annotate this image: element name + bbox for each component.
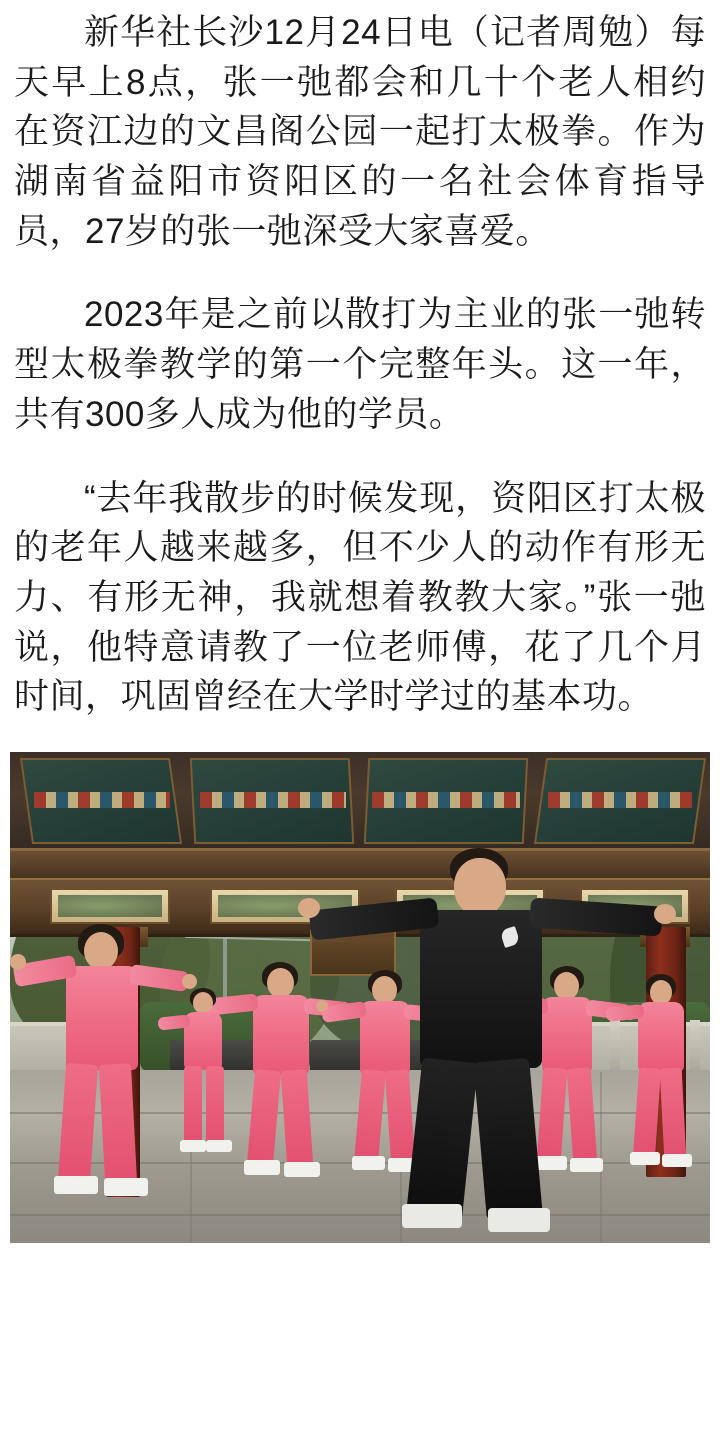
leg-right [206,1066,224,1144]
lintel-painting [50,888,170,924]
head [372,976,397,1004]
shoe-left [352,1156,385,1170]
shoe-left [54,1176,98,1194]
leg-left [184,1066,202,1144]
article-paragraph-3: “去年我散步的时候发现，资阳区打太极的老年人越来越多，但不少人的动作有形无力、有形无神，我就想着教教大家。”张一弛说，他特意请教了一位老师傅，花了几个月时间，巩固曾经在大学时学过的基本功。 [14,478,706,717]
head [554,972,579,1000]
shoe-right [104,1178,148,1196]
article-paragraph-1: 新华社长沙12月24日电（记者周勉）每天早上8点，张一弛都会和几十个老人相约在资江边的文昌阁公园一起打太极拳。作为湖南省益阳市资阳区的一名社会体育指导员，27岁的张一弛深受大家喜爱。 [14,13,706,251]
article-body [0,0,720,722]
hand-left [10,954,26,970]
head [454,858,506,916]
torso [66,966,138,1070]
pavement-seam [10,1214,710,1216]
roof-painted-pattern [34,792,170,808]
torso [638,1002,684,1072]
shoe-left [402,1204,462,1228]
torso [420,910,542,1068]
torso [360,1001,410,1075]
roof-painted-pattern [200,792,346,808]
article-figure [0,752,720,1243]
taichi-photo [10,752,710,1243]
head [84,932,118,970]
shoe-left [244,1160,280,1175]
lintel-painting-inner [58,895,162,917]
roof-painted-pattern [548,792,692,808]
article-paragraph-2: 2023年是之前以散打为主业的张一弛转型太极拳教学的第一个完整年头。这一年，共有300多人成为他的学员。 [14,295,706,434]
roof-painted-pattern [372,792,520,808]
roof-beam [10,848,710,881]
shoe-left [534,1156,567,1170]
hand-left [298,898,320,918]
shoe-right [662,1154,692,1167]
torso [253,995,309,1075]
hand-right [654,904,676,924]
hand-left [316,1000,328,1012]
head [267,968,294,998]
shoe-left [180,1140,206,1152]
shoe-right [284,1162,320,1177]
head [193,992,213,1014]
shoe-left [630,1152,660,1165]
shoe-right [570,1158,603,1172]
hand-right [182,974,197,989]
leg-right [99,1063,137,1185]
shoe-right [488,1208,550,1232]
torso [542,997,592,1073]
shoe-right [206,1140,232,1152]
